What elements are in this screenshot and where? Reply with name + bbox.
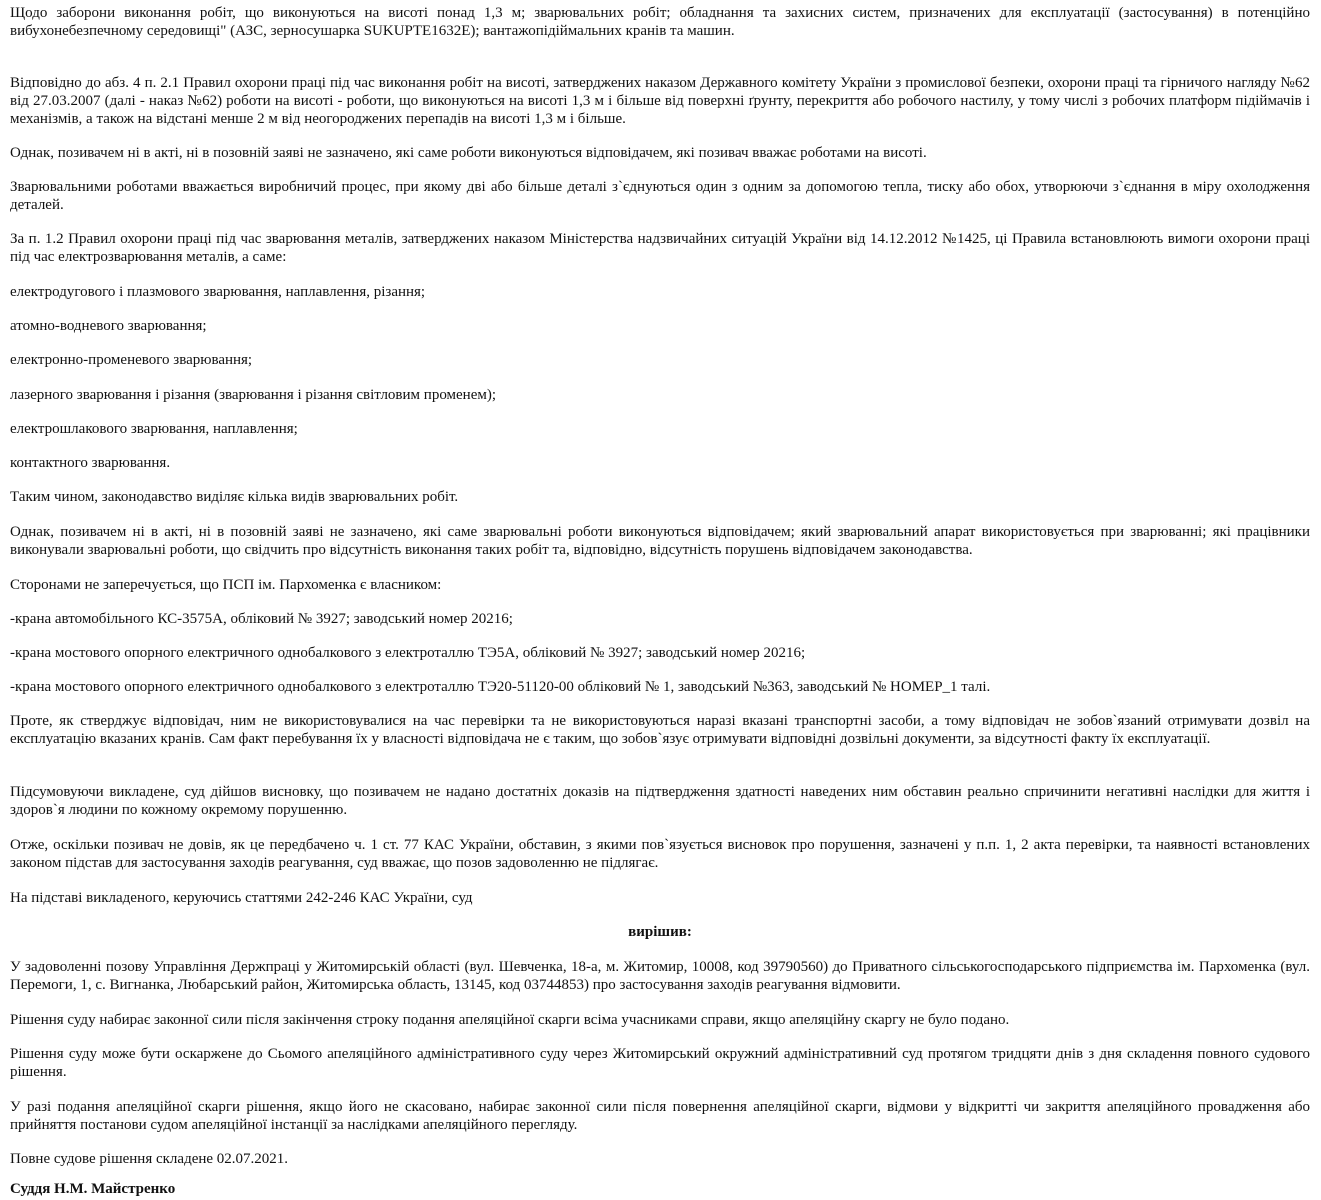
list-item-crane: -крана мостового опорного електричного однобалкового з електроталлю ТЭ20-51120-00 обліковий № 1, заводський №363, заводський № НОМЕР_1 талі. — [10, 679, 991, 695]
paragraph-welding-not-specified: Однак, позивачем ні в акті, ні в позовній заяві не зазначено, які саме зварювальні роботи виконуються відповідачем; який зварювальний апарат використовується при зварюванні; які працівники виконували зварювальні роботи, що свідчить про відсутність виконання таких робіт та, відповідно, відсутність порушень відповідачем законодавства. — [10, 524, 1310, 558]
paragraph-decision-refusal: У задоволенні позову Управління Держпраці у Житомирській області (вул. Шевченка, 18-а, м. Житомир, 10008, код 39790560) до Приватного сільськогосподарського підприємства ім. Пархоменка (вул. Перемоги, 1, с. Вигнанка, Любарський район, Житомирська область, 13145, код 03744853) про застосування заходів реагування відмовити. — [10, 959, 1310, 993]
paragraph-welding-types-summary: Таким чином, законодавство виділяє кілька видів зварювальних робіт. — [10, 489, 459, 505]
decision-heading: вирішив: — [628, 924, 692, 940]
list-item-welding-type: контактного зварювання. — [10, 455, 171, 471]
list-item-crane: -крана автомобільного КС-3575А, обліковий № 3927; заводський номер 20216; — [10, 611, 513, 627]
list-item-welding-type: електронно-променевого зварювання; — [10, 352, 253, 368]
paragraph-height-works-not-specified: Однак, позивачем ні в акті, ні в позовній заяві не зазначено, які саме роботи виконуються відповідачем, які позивач вважає роботами на висоті. — [10, 145, 927, 161]
list-item-welding-type: електродугового і плазмового зварювання, наплавлення, різання; — [10, 284, 426, 300]
paragraph-welding-rules: За п. 1.2 Правил охорони праці під час зварювання металів, затверджених наказом Міністерства надзвичайних ситуацій України від 14.12.2012 №1425, ці Правила встановлюють вимоги охорони праці під час електрозварювання металів, а саме: — [10, 231, 1310, 265]
list-item-crane: -крана мостового опорного електричного однобалкового з електроталлю ТЭ5А, обліковий № 3927; заводський номер 20216; — [10, 645, 806, 661]
paragraph-full-decision-date: Повне судове рішення складене 02.07.2021. — [10, 1151, 289, 1167]
paragraph-appeal: Рішення суду може бути оскаржене до Сьомого апеляційного адміністративного суду через Житомирський окружний адміністративний суд протягом тридцяти днів з дня складення повного судового рішення. — [10, 1046, 1310, 1080]
paragraph-ownership: Сторонами не заперечується, що ПСП ім. Пархоменка є власником: — [10, 577, 442, 593]
list-item-welding-type: електрошлакового зварювання, наплавлення; — [10, 421, 298, 437]
paragraph-prohibition-works: Щодо заборони виконання робіт, що виконуються на висоті понад 1,3 м; зварювальних робіт; обладнання та захисних систем, призначених для експлуатації (застосування) в потенційно вибухонебезпечному середовищі" (АЗС, зерносушарка SUKUPTE1632E); вантажопідіймальних кранів та машин. — [10, 5, 1310, 39]
paragraph-legal-force: Рішення суду набирає законної сили після закінчення строку подання апеляційної скарги всіма учасниками справи, якщо апеляційну скаргу не було подано. — [10, 1012, 1010, 1028]
paragraph-legal-basis: На підставі викладеного, керуючись статтями 242-246 КАС України, суд — [10, 890, 473, 906]
list-item-welding-type: лазерного зварювання і різання (зварювання і різання світловим променем); — [10, 387, 497, 403]
paragraph-court-conclusion: Підсумовуючи викладене, суд дійшов висновку, що позивачем не надано достатніх доказів на підтвердження здатності наведених ним обставин реально спричинити негативні наслідки для життя і здоров`я людини по кожному окремому порушенню. — [10, 784, 1310, 818]
list-item-welding-type: атомно-водневого зварювання; — [10, 318, 207, 334]
paragraph-height-works-definition: Відповідно до абз. 4 п. 2.1 Правил охорони праці під час виконання робіт на висоті, затверджених наказом Державного комітету України з промислової безпеки, охорони праці та гірничого нагляду №62 від 27.03.2007 (далі - наказ №62) роботи на висоті - роботи, що виконуються на висоті 1,3 м і більше від поверхні ґрунту, перекриття або робочого настилу, у тому числі з робочих платформ підіймачів і механізмів, а також на відстані менше 2 м від неогороджених перепадів на висоті 1,3 м і більше. — [10, 75, 1310, 127]
paragraph-defendant-position: Проте, як стверджує відповідач, ним не використовувалися на час перевірки та не використовуються наразі вказані транспортні засоби, а тому відповідач не зобов`язаний отримувати дозвіл на експлуатацію вказаних кранів. Сам факт перебування їх у власності відповідача не є таким, що зобов`язує отримувати відповідні дозвільні документи, за відсутності факту їх експлуатації. — [10, 713, 1310, 747]
paragraph-claim-not-proven: Отже, оскільки позивач не довів, як це передбачено ч. 1 ст. 77 КАС України, обставин, з якими пов`язується висновок про порушення, зазначені у п.п. 1, 2 акта перевірки, та наявності встановлених законом підстав для застосування заходів реагування, суд вважає, що позов задоволенню не підлягає. — [10, 837, 1310, 871]
paragraph-appeal-effect: У разі подання апеляційної скарги рішення, якщо його не скасовано, набирає законної сили після повернення апеляційної скарги, відмови у відкритті чи закриття апеляційного провадження або прийняття постанови судом апеляційної інстанції за наслідками апеляційного перегляду. — [10, 1099, 1310, 1133]
paragraph-welding-definition: Зварювальними роботами вважається виробничий процес, при якому дві або більше деталі з`єднуються один з одним за допомогою тепла, тиску або обох, утворюючи з`єднання в міру охолодження деталей. — [10, 179, 1310, 213]
judge-signature: Суддя Н.М. Майстренко — [10, 1181, 176, 1197]
